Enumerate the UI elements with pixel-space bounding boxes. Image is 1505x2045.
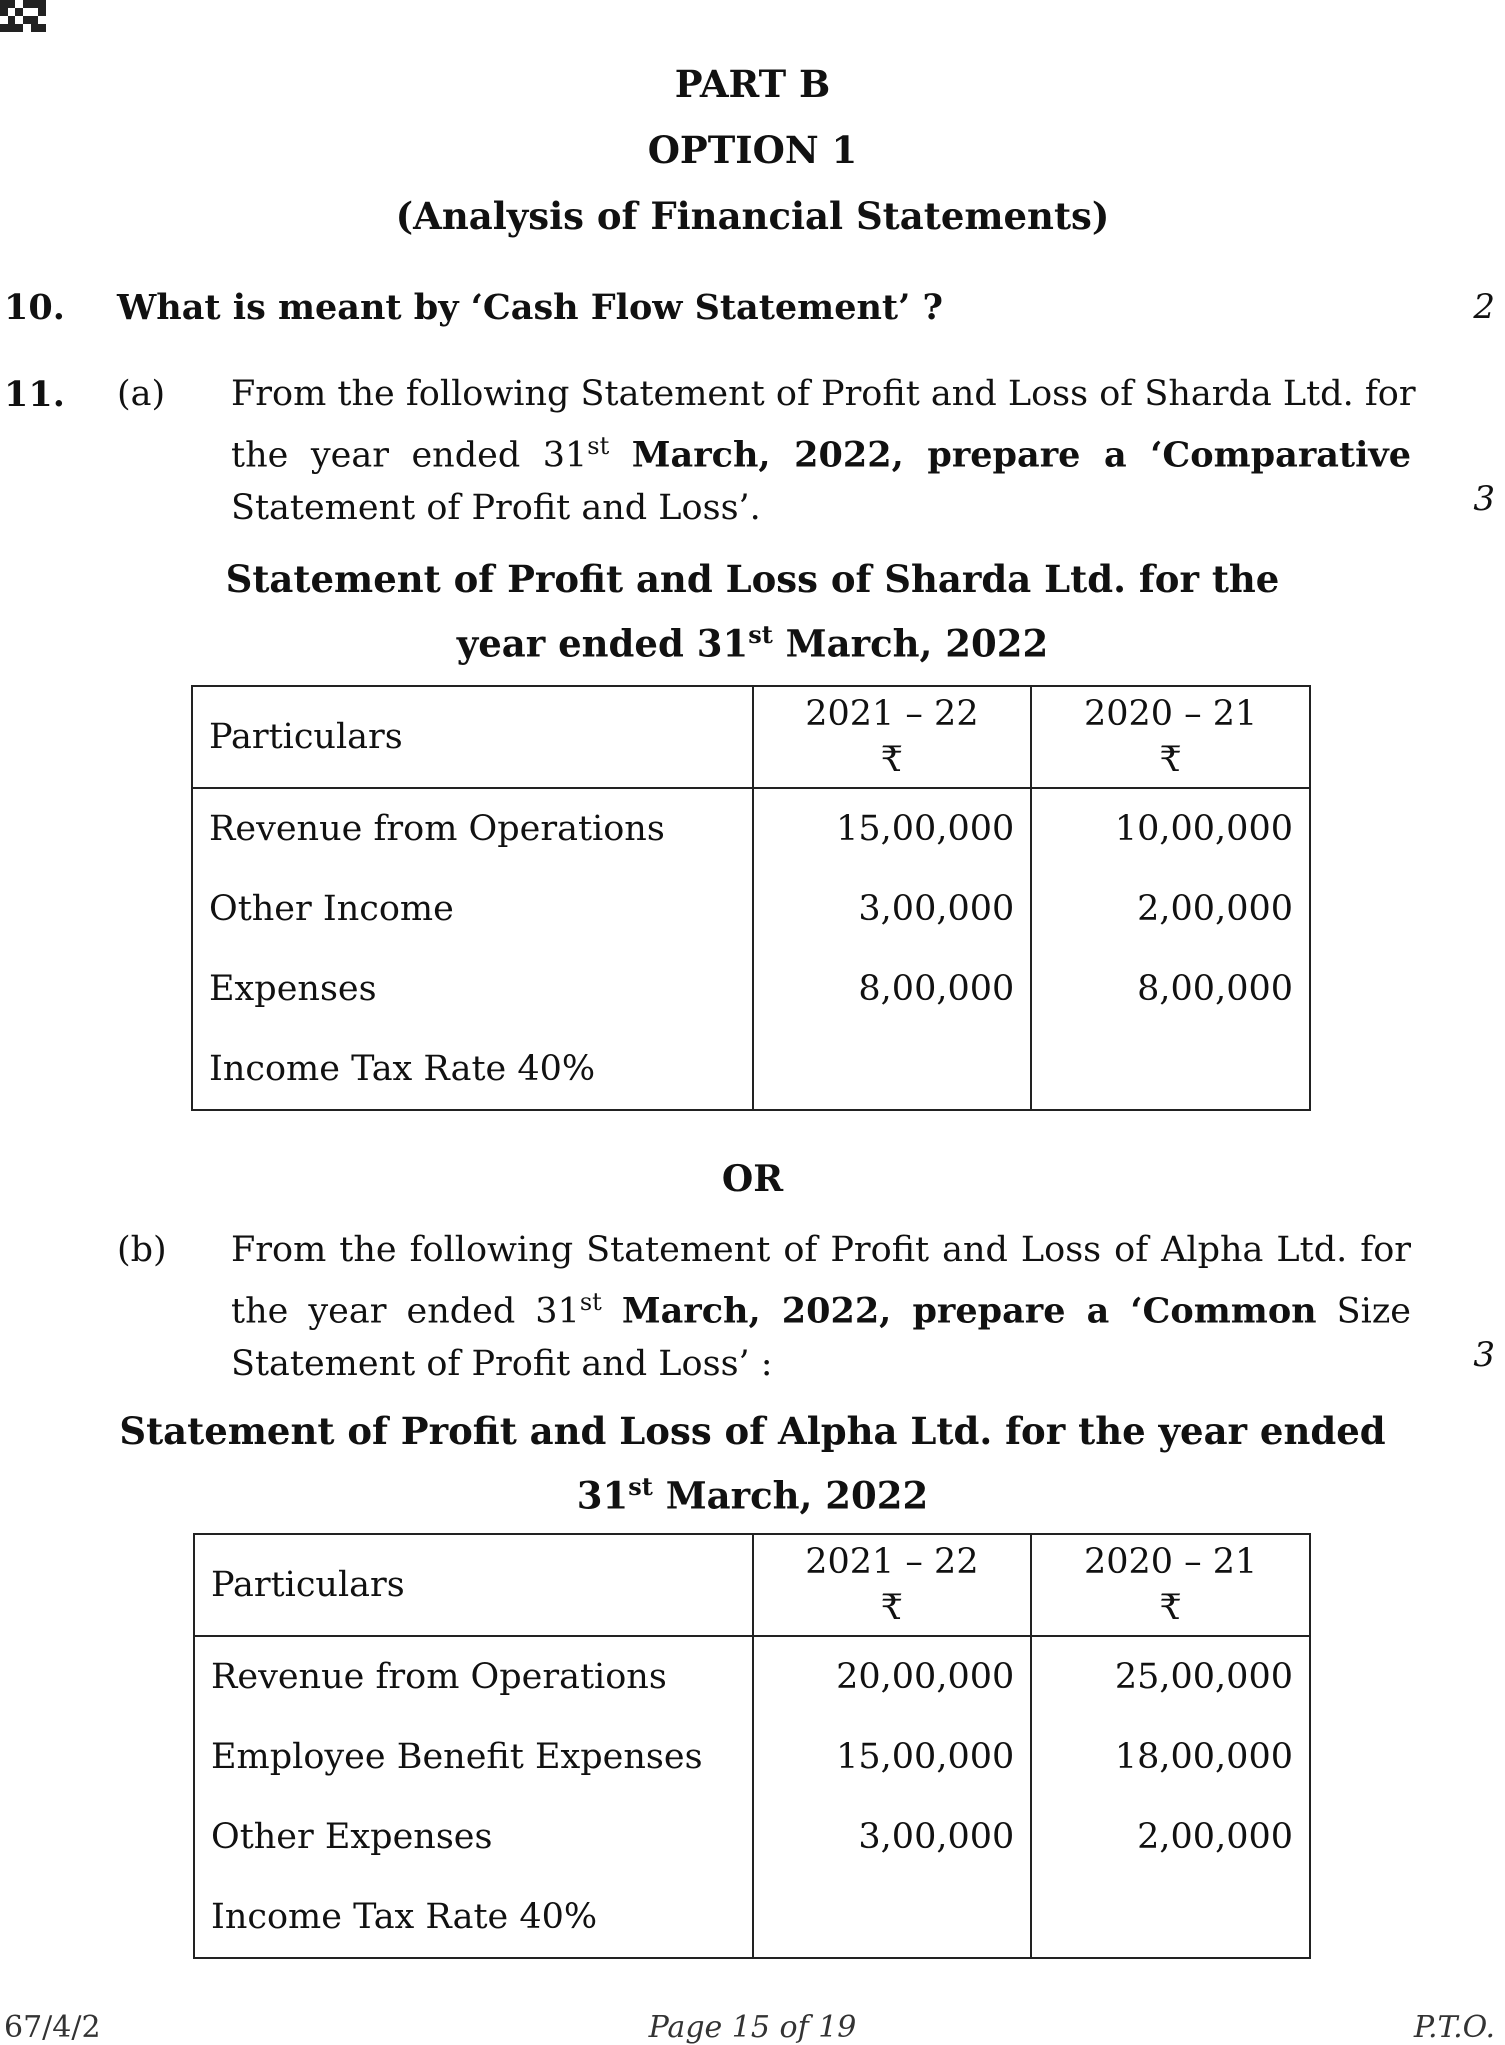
question-11b-text [231, 1224, 1411, 1390]
question-11a-text [231, 368, 1416, 534]
question-11b-label: (b) [117, 1230, 167, 1270]
question-11a-line-1: From the following Statement of Profit and Loss of Sharda Ltd. for [231, 374, 1416, 414]
table-a-header-year-2: 2020 – 21 ₹ [1031, 686, 1310, 788]
question-10-marks: 2 [1473, 287, 1495, 327]
table-row: Income Tax Rate 40% [194, 1877, 1310, 1958]
table-b-header-year-2: 2020 – 21 ₹ [1031, 1534, 1310, 1636]
question-10-text: What is meant by ‘Cash Flow Statement’ ? [117, 287, 943, 328]
table-row: Revenue from Operations 15,00,000 10,00,000 [192, 788, 1310, 869]
qr-code-icon [0, 0, 46, 32]
footer-pto: P.T.O. [1413, 2010, 1495, 2045]
question-11b-line-1: From the following Statement of Profit and Loss of Alpha Ltd. for [231, 1230, 1411, 1270]
footer-page-number: Page 15 of 19 [648, 2010, 857, 2045]
table-row: Revenue from Operations 20,00,000 25,00,000 [194, 1636, 1310, 1717]
question-10-number: 10. [4, 287, 65, 328]
table-a-header-particulars: Particulars [192, 686, 753, 788]
table-a-header-year-1: 2021 – 22 ₹ [753, 686, 1032, 788]
table-row: Other Expenses 3,00,000 2,00,000 [194, 1797, 1310, 1877]
part-heading: PART B [674, 62, 831, 106]
table-row: Employee Benefit Expenses 15,00,000 18,00,000 [194, 1717, 1310, 1797]
table-b-header-year-1: 2021 – 22 ₹ [753, 1534, 1032, 1636]
table-row: Expenses 8,00,000 8,00,000 [192, 949, 1310, 1029]
table-row: Other Income 3,00,000 2,00,000 [192, 869, 1310, 949]
table-b-header-particulars: Particulars [194, 1534, 753, 1636]
option-heading: OPTION 1 [647, 128, 858, 172]
question-11b-line-3: Statement of Profit and Loss’ : [231, 1343, 773, 1384]
question-11a-marks: 3 [1473, 479, 1495, 519]
question-11-number: 11. [4, 374, 65, 415]
or-divider: OR [721, 1158, 784, 1200]
section-heading: (Analysis of Financial Statements) [395, 194, 1110, 238]
question-11a-line-3: Statement of Profit and Loss’. [231, 487, 761, 528]
footer-code: 67/4/2 [4, 2010, 101, 2045]
table-b [193, 1533, 1311, 1959]
question-11a-line-2: the year ended 31st March, 2022, prepare a ‘Comparative [231, 432, 1411, 476]
table-row: Income Tax Rate 40% [192, 1029, 1310, 1110]
question-11b-marks: 3 [1473, 1335, 1495, 1375]
question-11b-line-2: the year ended 31st March, 2022, prepare a ‘Common Size [231, 1288, 1411, 1332]
table-b-title: Statement of Profit and Loss of Alpha Ltd. for the year ended 31st March, 2022 [119, 1409, 1386, 1518]
question-11a-label: (a) [117, 374, 166, 414]
table-a-title: Statement of Profit and Loss of Sharda Ltd. for the year ended 31st March, 2022 [225, 557, 1280, 666]
table-a [191, 685, 1311, 1111]
